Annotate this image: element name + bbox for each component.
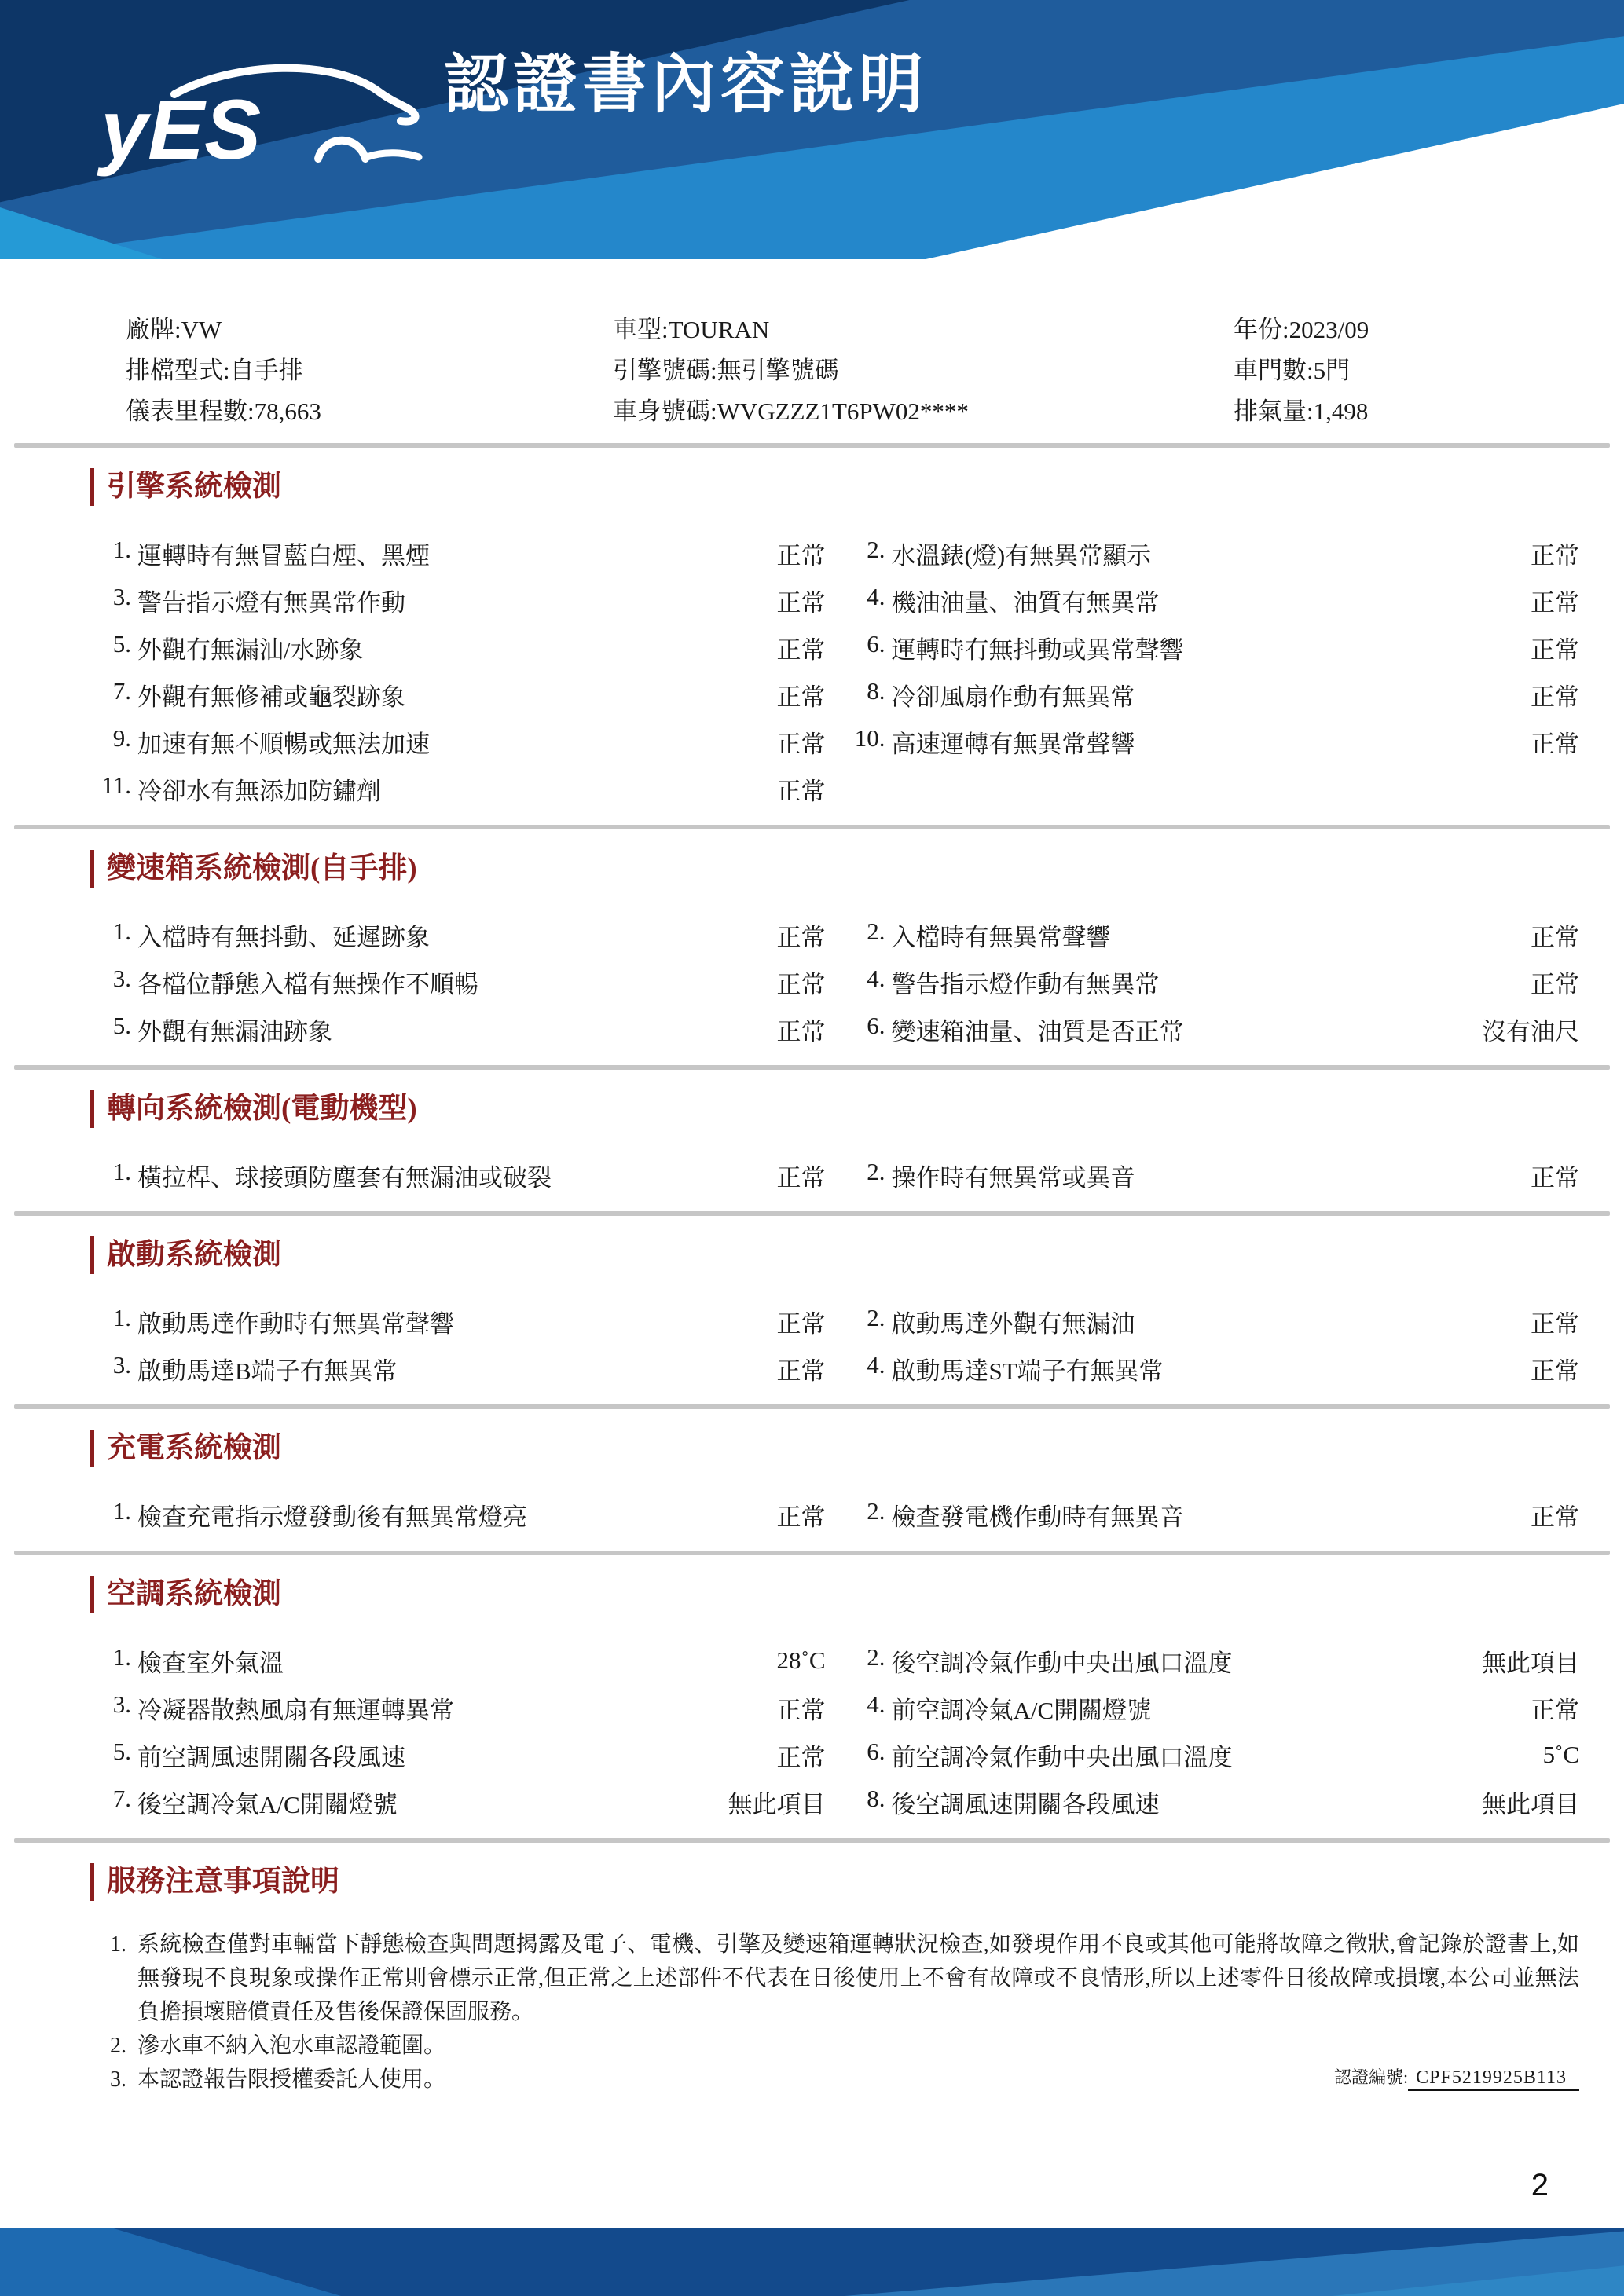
inspection-item <box>90 965 689 1000</box>
section-items <box>90 529 1579 812</box>
section-divider <box>14 1551 1610 1555</box>
inspection-item <box>90 630 689 665</box>
vehicle-info-field <box>1234 309 1579 350</box>
inspection-section <box>0 1236 1624 1409</box>
item-text: 機油油量、油質有無異常 <box>891 588 1160 617</box>
inspection-item <box>90 917 689 953</box>
section-divider <box>14 825 1610 829</box>
item-number: 10. <box>854 723 885 752</box>
item-status: 正常 <box>776 635 826 664</box>
note-number: 1. <box>110 1932 126 1957</box>
inspection-item <box>90 1351 689 1386</box>
item-number: 3. <box>112 582 131 610</box>
item-status: 無此項目 <box>1482 1790 1579 1818</box>
section-title: 啟動系統檢測 <box>90 1236 1579 1274</box>
inspection-item <box>845 583 1443 618</box>
item-status: 正常 <box>1531 1696 1579 1724</box>
item-text: 外觀有無漏油/水跡象 <box>137 635 364 664</box>
item-text: 加速有無不順暢或無法加速 <box>137 730 430 758</box>
item-number: 2. <box>867 917 885 945</box>
section-items <box>90 911 1579 1053</box>
item-text: 入檔時有無異常聲響 <box>891 923 1111 951</box>
item-text: 檢查室外氣溫 <box>137 1649 284 1677</box>
section-title: 充電系統檢測 <box>90 1430 1579 1467</box>
item-status: 正常 <box>776 730 826 758</box>
item-number: 1. <box>112 1496 131 1525</box>
item-status: 正常 <box>776 1163 826 1192</box>
inspection-item <box>90 583 689 618</box>
page-number: 2 <box>1531 2168 1549 2203</box>
item-text: 高速運轉有無異常聲響 <box>891 730 1135 758</box>
sections <box>0 468 1624 1843</box>
item-status: 正常 <box>776 923 826 951</box>
certificate-number-line <box>1334 2060 1579 2095</box>
note-number: 3. <box>110 2067 126 2092</box>
section-divider <box>14 1065 1610 1070</box>
item-status: 正常 <box>776 1503 826 1531</box>
item-status: 正常 <box>1531 635 1579 664</box>
inspection-section <box>0 850 1624 1070</box>
vehicle-info-field <box>126 350 613 391</box>
section-title: 變速箱系統檢測(自手排) <box>90 850 1579 888</box>
item-text: 前空調風速開關各段風速 <box>137 1743 405 1771</box>
inspection-item <box>845 724 1443 760</box>
item-number: 6. <box>867 1011 885 1039</box>
certificate-number-value: CPF5219925B113 <box>1408 2067 1579 2091</box>
section-title: 空調系統檢測 <box>90 1576 1579 1613</box>
section-title: 轉向系統檢測(電動機型) <box>90 1090 1579 1128</box>
vehicle-info-label: 車門數: <box>1234 357 1314 384</box>
item-text: 警告指示燈有無異常作動 <box>137 588 405 617</box>
page-header <box>0 0 1624 259</box>
note-text: 系統檢查僅對車輛當下靜態檢查與問題揭露及電子、電機、引擎及變速箱運轉狀況檢查,如發現作用不良或其他可能將故障之徵狀,會記錄於證書上,如無發現不良現象或操作正常則會標示正常,但正常之上述部件不代表在日後使用上不會有故障或不良情形,所以上述零件日後故障或損壞,本公司並無法負擔損壞賠償責任及售後保證保固服務。 <box>137 1932 1579 2024</box>
item-status: 正常 <box>1531 1357 1579 1385</box>
inspection-item <box>845 1738 1443 1773</box>
item-status: 正常 <box>776 588 826 617</box>
vehicle-info-value: 2023/09 <box>1289 316 1369 343</box>
note-text: 滲水車不納入泡水車認證範圍。 <box>137 2034 446 2058</box>
inspection-item <box>90 1690 689 1726</box>
item-text: 啟動馬達作動時有無異常聲響 <box>137 1309 454 1338</box>
item-number: 3. <box>112 964 131 992</box>
item-text: 啟動馬達外觀有無漏油 <box>891 1309 1135 1338</box>
item-status: 正常 <box>1531 923 1579 951</box>
item-text: 操作時有無異常或異音 <box>891 1163 1135 1192</box>
page-title: 認證書內容說明 <box>444 49 929 120</box>
inspection-item <box>90 1785 689 1820</box>
item-status: 正常 <box>1531 1503 1579 1531</box>
item-number: 1. <box>112 1303 131 1331</box>
vehicle-info-label: 年份: <box>1234 316 1289 343</box>
vehicle-info-value: WVGZZZ1T6PW02**** <box>717 397 969 425</box>
item-number: 2. <box>867 1642 885 1671</box>
inspection-item <box>845 1643 1443 1679</box>
vehicle-info-value: 1,498 <box>1313 397 1369 425</box>
inspection-item <box>845 536 1443 571</box>
item-number: 6. <box>867 629 885 657</box>
inspection-item <box>845 1158 1443 1193</box>
item-status: 無此項目 <box>728 1790 826 1818</box>
inspection-item <box>90 536 689 571</box>
item-number: 2. <box>867 535 885 563</box>
item-text: 警告指示燈作動有無異常 <box>891 970 1160 998</box>
vehicle-info-value: VW <box>181 316 222 343</box>
item-text: 檢查發電機作動時有無異音 <box>891 1503 1184 1531</box>
section-divider <box>14 1211 1610 1216</box>
item-status: 正常 <box>776 683 826 711</box>
item-text: 變速箱油量、油質是否正常 <box>891 1017 1184 1045</box>
item-text: 冷凝器散熱風扇有無運轉異常 <box>137 1696 454 1724</box>
note-item <box>90 2029 1579 2063</box>
item-number: 8. <box>867 676 885 705</box>
inspection-item <box>845 1785 1443 1820</box>
inspection-item <box>90 1304 689 1339</box>
item-status: 正常 <box>1531 730 1579 758</box>
item-number: 9. <box>112 723 131 752</box>
inspection-item <box>845 630 1443 665</box>
item-number: 8. <box>867 1784 885 1812</box>
inspection-item <box>90 677 689 712</box>
note-item <box>90 1928 1579 2029</box>
item-text: 冷卻風扇作動有無異常 <box>891 683 1135 711</box>
item-text: 冷卻水有無添加防鏽劑 <box>137 777 381 805</box>
vehicle-info-label: 廠牌: <box>126 316 181 343</box>
item-text: 運轉時有無抖動或異常聲響 <box>891 635 1184 664</box>
inspection-item <box>90 1643 689 1679</box>
vehicle-info-value: TOURAN <box>668 316 770 343</box>
item-status: 正常 <box>1531 683 1579 711</box>
item-text: 後空調風速開關各段風速 <box>891 1790 1160 1818</box>
item-number: 2. <box>867 1157 885 1185</box>
notes-list <box>90 1928 1579 2096</box>
item-number: 3. <box>112 1350 131 1379</box>
inspection-item <box>90 724 689 760</box>
inspection-item <box>845 1690 1443 1726</box>
item-text: 入檔時有無抖動、延遲跡象 <box>137 923 430 951</box>
vehicle-info-value: 無引擎號碼 <box>717 357 839 384</box>
vehicle-info-field <box>613 350 1234 391</box>
vehicle-info-field <box>613 391 1234 432</box>
note-number: 2. <box>110 2034 126 2058</box>
item-text: 後空調冷氣作動中央出風口溫度 <box>891 1649 1233 1677</box>
inspection-item <box>90 1738 689 1773</box>
vehicle-info-label: 引擎號碼: <box>613 357 717 384</box>
item-status: 無此項目 <box>1482 1649 1579 1677</box>
item-number: 5. <box>112 1011 131 1039</box>
item-text: 前空調冷氣A/C開關燈號 <box>891 1696 1152 1724</box>
inspection-item <box>845 965 1443 1000</box>
vehicle-info-label: 排檔型式: <box>126 357 230 384</box>
item-number: 3. <box>112 1690 131 1718</box>
section-items <box>90 1637 1579 1825</box>
item-status: 正常 <box>776 1743 826 1771</box>
inspection-item <box>845 1351 1443 1386</box>
page-footer <box>0 2228 1624 2296</box>
item-number: 6. <box>867 1737 885 1765</box>
item-text: 後空調冷氣A/C開關燈號 <box>137 1790 398 1818</box>
item-status: 正常 <box>776 1357 826 1385</box>
inspection-item <box>90 1012 689 1047</box>
vehicle-info-label: 儀表里程數: <box>126 397 255 425</box>
item-status: 正常 <box>776 1696 826 1724</box>
item-text: 各檔位靜態入檔有無操作不順暢 <box>137 970 478 998</box>
inspection-section <box>0 1090 1624 1216</box>
item-status: 正常 <box>776 777 826 805</box>
vehicle-info-grid <box>0 259 1624 432</box>
vehicle-info-field <box>1234 391 1579 432</box>
vehicle-info-field <box>126 391 613 432</box>
vehicle-info-field <box>1234 350 1579 391</box>
item-text: 運轉時有無冒藍白煙、黑煙 <box>137 541 430 569</box>
item-number: 4. <box>867 1350 885 1379</box>
item-status: 正常 <box>776 970 826 998</box>
item-number: 1. <box>112 917 131 945</box>
item-number: 2. <box>867 1496 885 1525</box>
item-number: 7. <box>112 1784 131 1812</box>
item-number: 11. <box>101 771 131 799</box>
logo-text: yES <box>101 82 262 177</box>
vehicle-info-value: 78,663 <box>254 397 321 425</box>
item-text: 外觀有無漏油跡象 <box>137 1017 332 1045</box>
item-status: 正常 <box>1531 588 1579 617</box>
inspection-section <box>0 1430 1624 1555</box>
item-status: 正常 <box>1531 970 1579 998</box>
item-text: 外觀有無修補或龜裂跡象 <box>137 683 405 711</box>
item-number: 5. <box>112 1737 131 1765</box>
item-status: 5˚C <box>1542 1741 1579 1768</box>
item-number: 4. <box>867 582 885 610</box>
item-number: 4. <box>867 964 885 992</box>
inspection-item <box>845 677 1443 712</box>
inspection-section <box>0 468 1624 829</box>
item-text: 水溫錶(燈)有無異常顯示 <box>891 541 1152 569</box>
item-number: 2. <box>867 1303 885 1331</box>
item-status: 正常 <box>1531 1309 1579 1338</box>
item-number: 1. <box>112 535 131 563</box>
inspection-section <box>0 1576 1624 1843</box>
item-status: 沒有油尺 <box>1482 1017 1579 1045</box>
section-title: 引擎系統檢測 <box>90 468 1579 506</box>
vehicle-info-value: 5門 <box>1313 357 1351 384</box>
section-divider <box>14 1404 1610 1409</box>
section-items <box>90 1152 1579 1199</box>
section-items <box>90 1491 1579 1538</box>
vehicle-info-field <box>126 309 613 350</box>
item-status: 正常 <box>1531 541 1579 569</box>
item-number: 7. <box>112 676 131 705</box>
item-text: 橫拉桿、球接頭防塵套有無漏油或破裂 <box>137 1163 552 1192</box>
item-status: 正常 <box>776 1017 826 1045</box>
yes-car-logo-icon <box>96 58 434 192</box>
inspection-item <box>90 1158 689 1193</box>
inspection-item <box>845 1012 1443 1047</box>
section-items <box>90 1298 1579 1392</box>
item-status: 正常 <box>1531 1163 1579 1192</box>
section-divider <box>14 1838 1610 1843</box>
vehicle-info-value: 自手排 <box>229 357 303 384</box>
certificate-number-label: 認證編號: <box>1334 2067 1409 2087</box>
item-number: 5. <box>112 629 131 657</box>
item-status: 正常 <box>776 1309 826 1338</box>
item-text: 前空調冷氣作動中央出風口溫度 <box>891 1743 1233 1771</box>
inspection-item <box>845 1497 1443 1532</box>
item-text: 啟動馬達B端子有無異常 <box>137 1357 398 1385</box>
note-text: 本認證報告限授權委託人使用。 <box>137 2067 446 2092</box>
item-number: 1. <box>112 1642 131 1671</box>
item-number: 1. <box>112 1157 131 1185</box>
inspection-item <box>90 771 689 807</box>
vehicle-info-label: 車身號碼: <box>613 397 717 425</box>
item-status: 28˚C <box>776 1646 826 1674</box>
item-status: 正常 <box>776 541 826 569</box>
inspection-item <box>845 917 1443 953</box>
vehicle-info-label: 車型: <box>613 316 669 343</box>
inspection-item <box>845 1304 1443 1339</box>
notes-title: 服務注意事項說明 <box>90 1863 1579 1901</box>
item-number: 4. <box>867 1690 885 1718</box>
item-text: 檢查充電指示燈發動後有無異常燈亮 <box>137 1503 527 1531</box>
info-divider <box>14 443 1610 448</box>
item-text: 啟動馬達ST端子有無異常 <box>891 1357 1164 1385</box>
vehicle-info-label: 排氣量: <box>1234 397 1314 425</box>
vehicle-info-field <box>613 309 1234 350</box>
inspection-item <box>90 1497 689 1532</box>
